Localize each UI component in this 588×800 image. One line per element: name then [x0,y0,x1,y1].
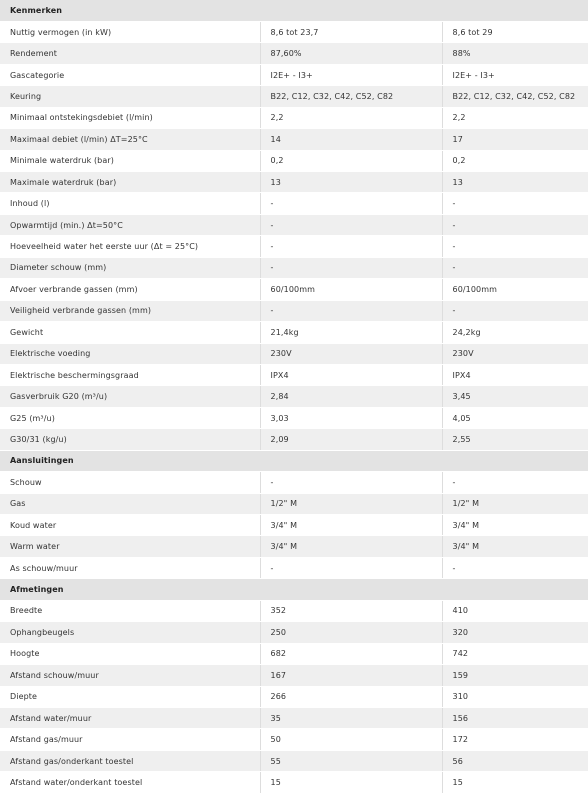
table-row [0,129,588,150]
spec-label: Rendement [0,43,260,64]
spec-label: Minimaal ontstekingsdebiet (l/min) [0,107,260,128]
spec-label: Hoeveelheid water het eerste uur (Δt = 25°C) [0,236,260,257]
table-row [0,686,588,707]
spec-label: Afstand schouw/muur [0,665,260,686]
table-row [0,107,588,128]
spec-value-model-1: - [260,557,442,578]
spec-label: Minimale waterdruk (bar) [0,150,260,171]
spec-label: Opwarmtijd (min.) Δt=50°C [0,214,260,235]
spec-value-model-1: 13 [260,172,442,193]
section-header [0,0,588,21]
spec-value-model-1: 21,4kg [260,322,442,343]
spec-label: Nuttig vermogen (in kW) [0,21,260,42]
spec-label: Elektrische beschermingsgraad [0,364,260,385]
spec-label: Schouw [0,472,260,493]
table-row [0,343,588,364]
spec-value-model-1: 87,60% [260,43,442,64]
spec-value-model-1: 266 [260,686,442,707]
spec-value-model-1: 8,6 tot 23,7 [260,21,442,42]
spec-value-model-2: 156 [442,707,588,728]
spec-value-model-2: 13 [442,172,588,193]
table-row [0,600,588,621]
spec-value-model-1: 14 [260,129,442,150]
spec-value-model-2: 4,05 [442,407,588,428]
spec-value-model-1: 3/4" M [260,536,442,557]
table-row [0,86,588,107]
table-row [0,707,588,728]
spec-value-model-1: 1/2" M [260,493,442,514]
spec-label: As schouw/muur [0,557,260,578]
spec-value-model-2: IPX4 [442,364,588,385]
table-row [0,279,588,300]
spec-label: Diameter schouw (mm) [0,257,260,278]
table-row [0,214,588,235]
spec-value-model-2: 742 [442,643,588,664]
table-row [0,386,588,407]
table-row [0,493,588,514]
spec-value-model-1: 250 [260,622,442,643]
table-row [0,750,588,771]
spec-label: Keuring [0,86,260,107]
spec-label: Veiligheid verbrande gassen (mm) [0,300,260,321]
spec-value-model-2: - [442,236,588,257]
spec-value-model-2: 310 [442,686,588,707]
spec-label: Ophangbeugels [0,622,260,643]
spec-value-model-1: 35 [260,707,442,728]
table-row [0,665,588,686]
spec-value-model-2: 8,6 tot 29 [442,21,588,42]
spec-value-model-1: 167 [260,665,442,686]
spec-value-model-2: 1/2" M [442,493,588,514]
spec-value-model-2: 2,55 [442,429,588,450]
spec-value-model-1: - [260,300,442,321]
spec-label: Afstand water/onderkant toestel [0,772,260,793]
spec-value-model-2: 320 [442,622,588,643]
table-row [0,21,588,42]
section-header [0,579,588,600]
spec-value-model-2: I2E+ - I3+ [442,64,588,85]
spec-value-model-1: 50 [260,729,442,750]
spec-value-model-1: - [260,472,442,493]
spec-value-model-1: 3,03 [260,407,442,428]
spec-value-model-1: 230V [260,343,442,364]
spec-label: Maximale waterdruk (bar) [0,172,260,193]
table-row [0,300,588,321]
spec-label: Gas [0,493,260,514]
spec-value-model-1: 2,09 [260,429,442,450]
spec-value-model-2: 3/4" M [442,536,588,557]
spec-value-model-1: 2,2 [260,107,442,128]
spec-value-model-2: 410 [442,600,588,621]
table-row [0,150,588,171]
section-title: Kenmerken [0,0,588,21]
table-row [0,236,588,257]
spec-value-model-2: 172 [442,729,588,750]
spec-label: Warm water [0,536,260,557]
table-row [0,364,588,385]
spec-value-model-1: - [260,193,442,214]
spec-label: Afstand water/muur [0,707,260,728]
spec-value-model-1: - [260,236,442,257]
spec-value-model-1: - [260,214,442,235]
spec-label: Afstand gas/muur [0,729,260,750]
spec-value-model-2: 159 [442,665,588,686]
table-row [0,429,588,450]
section-title: Afmetingen [0,579,588,600]
spec-value-model-1: I2E+ - I3+ [260,64,442,85]
spec-value-model-2: - [442,557,588,578]
spec-label: Elektrische voeding [0,343,260,364]
spec-value-model-2: 3,45 [442,386,588,407]
spec-label: Inhoud (l) [0,193,260,214]
spec-value-model-2: - [442,257,588,278]
spec-value-model-2: - [442,193,588,214]
spec-value-model-1: 15 [260,772,442,793]
spec-value-model-1: 60/100mm [260,279,442,300]
table-row [0,557,588,578]
table-row [0,772,588,793]
table-row [0,322,588,343]
table-row [0,472,588,493]
spec-value-model-2: 15 [442,772,588,793]
spec-value-model-1: 352 [260,600,442,621]
spec-label: Diepte [0,686,260,707]
table-row [0,729,588,750]
spec-value-model-2: 2,2 [442,107,588,128]
spec-label: G30/31 (kg/u) [0,429,260,450]
spec-value-model-1: - [260,257,442,278]
spec-label: Koud water [0,515,260,536]
spec-value-model-1: 2,84 [260,386,442,407]
spec-value-model-1: IPX4 [260,364,442,385]
spec-value-model-2: - [442,300,588,321]
spec-value-model-2: - [442,472,588,493]
spec-label: Gasverbruik G20 (m³/u) [0,386,260,407]
spec-value-model-2: - [442,214,588,235]
spec-label: Afstand gas/onderkant toestel [0,750,260,771]
spec-value-model-1: 0,2 [260,150,442,171]
spec-value-model-2: 230V [442,343,588,364]
spec-value-model-2: B22, C12, C32, C42, C52, C82 [442,86,588,107]
spec-label: Breedte [0,600,260,621]
spec-label: Gascategorie [0,64,260,85]
table-row [0,172,588,193]
spec-label: Gewicht [0,322,260,343]
spec-value-model-1: B22, C12, C32, C42, C52, C82 [260,86,442,107]
table-row [0,257,588,278]
spec-label: Afvoer verbrande gassen (mm) [0,279,260,300]
table-row [0,643,588,664]
table-row [0,43,588,64]
spec-value-model-2: 0,2 [442,150,588,171]
section-header [0,450,588,471]
spec-value-model-2: 24,2kg [442,322,588,343]
table-row [0,407,588,428]
table-row [0,515,588,536]
table-row [0,622,588,643]
spec-value-model-2: 56 [442,750,588,771]
spec-value-model-2: 17 [442,129,588,150]
spec-label: Hoogte [0,643,260,664]
table-row [0,64,588,85]
spec-label: Maximaal debiet (l/min) ΔT=25°C [0,129,260,150]
spec-value-model-2: 60/100mm [442,279,588,300]
spec-value-model-1: 55 [260,750,442,771]
spec-value-model-1: 682 [260,643,442,664]
section-title: Aansluitingen [0,450,588,471]
spec-label: G25 (m³/u) [0,407,260,428]
spec-value-model-2: 3/4" M [442,515,588,536]
spec-value-model-1: 3/4" M [260,515,442,536]
table-row [0,193,588,214]
spec-value-model-2: 88% [442,43,588,64]
table-row [0,536,588,557]
